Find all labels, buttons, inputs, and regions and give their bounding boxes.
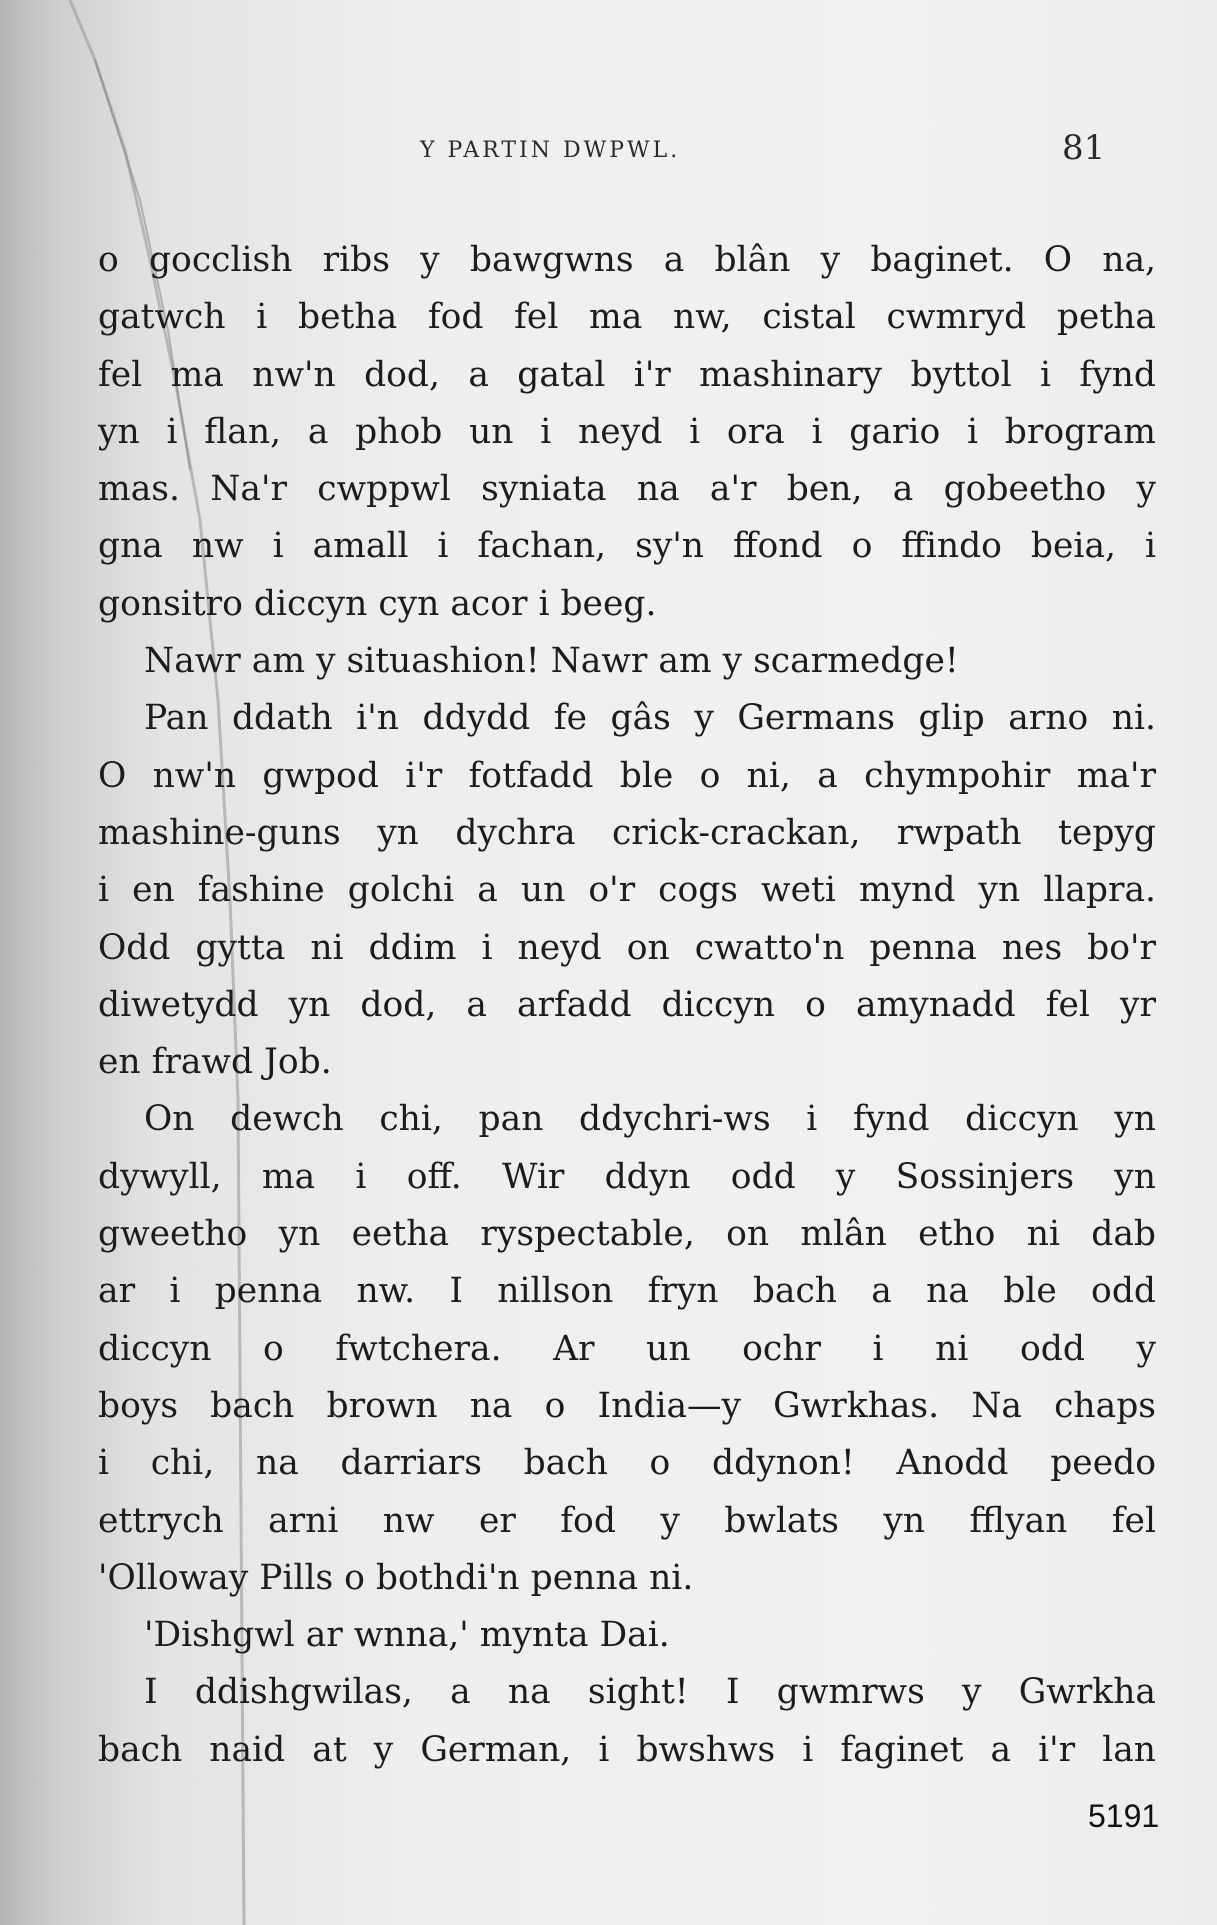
text-line: yn i flan, a phob un i neyd i ora i gario i brogram (98, 411, 1156, 452)
text-line: fel ma nw'n dod, a gatal i'r mashinary byttol i fynd (98, 354, 1156, 395)
body-text (98, 232, 1156, 1779)
text-line: gna nw i amall i fachan, sy'n ffond o ffindo beia, i (98, 526, 1156, 567)
text-line: O nw'n gwpod i'r fotfadd ble o ni, a chympohir ma'r (98, 755, 1156, 796)
text-line: gweetho yn eetha ryspectable, on mlân etho ni dab (98, 1214, 1156, 1255)
text-line: gonsitro diccyn cyn acor i beeg. (98, 583, 657, 624)
text-line: i en fashine golchi a un o'r cogs weti mynd yn llapra. (98, 870, 1156, 911)
text-line: dywyll, ma i off. Wir ddyn odd y Sossinjers yn (98, 1156, 1156, 1197)
text-line: diccyn o fwtchera. Ar un ochr i ni odd y (98, 1328, 1156, 1369)
text-line: en frawd Job. (98, 1042, 332, 1083)
page-number: 81 (1062, 128, 1106, 168)
text-line: gatwch i betha fod fel ma nw, cistal cwmryd petha (98, 297, 1156, 338)
archive-number: 5191 (1088, 1798, 1160, 1834)
text-line: diwetydd yn dod, a arfadd diccyn o amynadd fel yr (98, 984, 1156, 1025)
text-line: i chi, na darriars bach o ddynon! Anodd peedo (98, 1443, 1156, 1484)
text-line: boys bach brown na o India—y Gwrkhas. Na chaps (98, 1385, 1156, 1426)
text-line: bach naid at y German, i bwshws i faginet a i'r lan (98, 1729, 1156, 1770)
text-line: ar i penna nw. I nillson fryn bach a na ble odd (98, 1271, 1156, 1312)
text-line: On dewch chi, pan ddychri-ws i fynd diccyn yn (144, 1099, 1156, 1140)
text-line: o gocclish ribs y bawgwns a blân y baginet. O na, (98, 240, 1156, 280)
text-line: Nawr am y situashion! Nawr am y scarmedge! (144, 641, 959, 682)
running-title: Y PARTIN DWPWL. (420, 138, 681, 163)
text-line: 'Dishgwl ar wnna,' mynta Dai. (144, 1615, 670, 1656)
text-line: I ddishgwilas, a na sight! I gwmrws y Gwrkha (144, 1672, 1156, 1713)
text-line: 'Olloway Pills o bothdi'n penna ni. (98, 1557, 694, 1598)
text-line: ettrych arni nw er fod y bwlats yn fflyan fel (98, 1500, 1156, 1541)
text-line: mashine-guns yn dychra crick-crackan, rwpath tepyg (98, 812, 1156, 853)
text-line: Pan ddath i'n ddydd fe gâs y Germans glip arno ni. (144, 698, 1156, 739)
text-line: Odd gytta ni ddim i neyd on cwatto'n penna nes bo'r (98, 927, 1156, 968)
text-line: mas. Na'r cwppwl syniata na a'r ben, a gobeetho y (98, 469, 1156, 510)
